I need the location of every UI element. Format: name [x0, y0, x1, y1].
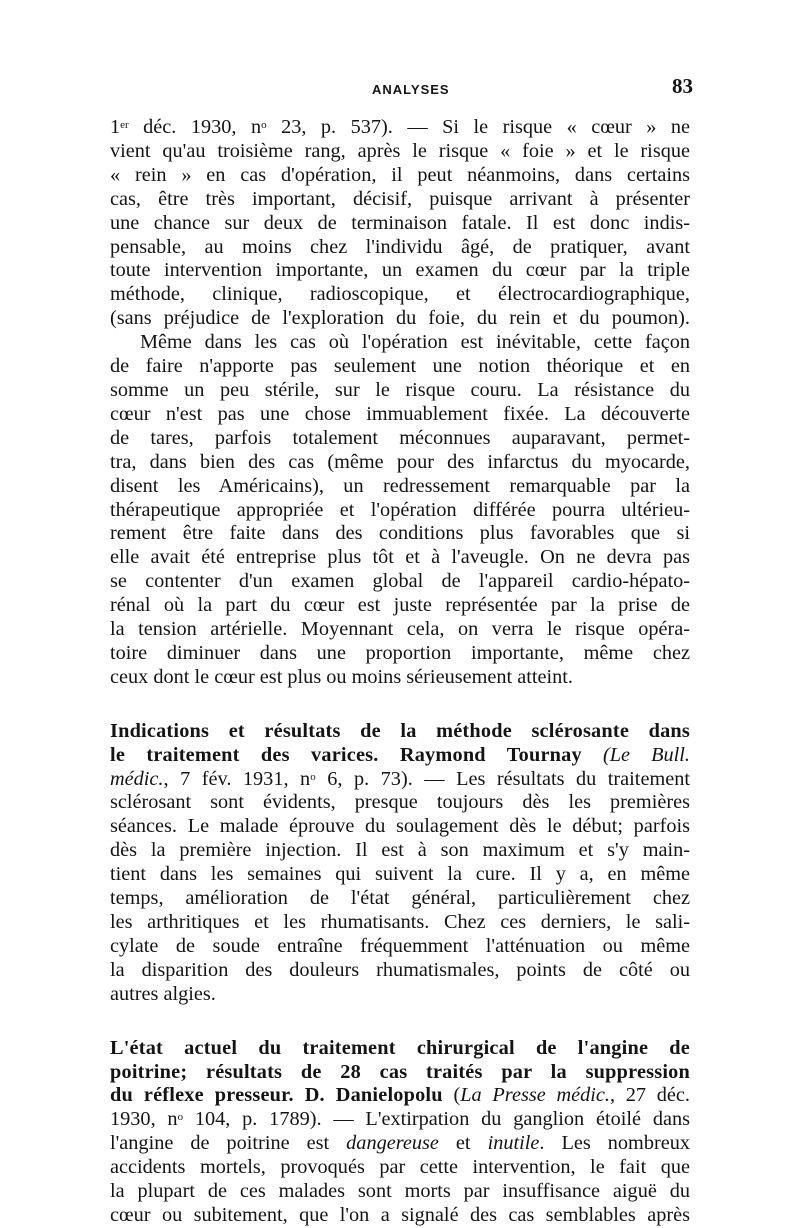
- citation-line: médic., 7 fév. 1931, $n^o$ 6, p. 73). — Les résultats du traitement: [110, 767, 690, 790]
- text-line: rement être faite dans des conditions plus favorables que si: [110, 522, 690, 545]
- text-line: thérapeutique appropriée et l'opération différée pourra ultérieu-: [110, 498, 690, 521]
- section-title: Indications et résultats de la méthode sclérosante dans: [110, 719, 690, 742]
- text-line: autres algies.: [110, 982, 216, 1005]
- text-line: Même dans les cas où l'opération est inévitable, cette façon: [140, 331, 690, 354]
- text-line: (sans préjudice de l'exploration du foie, du rein et du poumon).: [110, 307, 690, 330]
- text-line: tra, dans bien des cas (même pour des infarctus du myocarde,: [110, 450, 690, 473]
- paragraph-operation: [110, 331, 690, 690]
- text-line: pensable, au moins chez l'individu âgé, de pratiquer, avant: [110, 235, 690, 258]
- section-title: le traitement des varices. Raymond Tournay (Le Bull.: [110, 743, 690, 766]
- section-angina: [110, 1037, 690, 1228]
- running-title: ANALYSES: [372, 82, 450, 97]
- section-title: L'état actuel du traitement chirurgical de l'angine de: [110, 1036, 690, 1059]
- text-line: tient dans les semaines qui suivent la cure. Il y a, en même: [110, 863, 690, 886]
- text-line: la tension artérielle. Moyennant cela, on verra le risque opéra-: [110, 618, 690, 641]
- text-line: ceux dont le cœur est plus ou moins sérieusement atteint.: [110, 665, 573, 688]
- text-line: rénal où la part du cœur est juste représentée par la prise de: [110, 594, 690, 617]
- section-title: poitrine; résultats de 28 cas traités par la suppression: [110, 1060, 690, 1083]
- text-line: sclérosant sont évidents, presque toujours dès les premières: [110, 791, 690, 814]
- text-line: disent les Américains), un redressement remarquable par la: [110, 474, 690, 497]
- text-line: une chance sur deux de terminaison fatale. Il est donc indis-: [110, 211, 690, 234]
- text-line: les arthritiques et les rhumatisants. Chez ces derniers, le sali-: [110, 911, 690, 933]
- paragraph-cardiac-risk: [110, 116, 690, 331]
- text-line: somme un peu stérile, sur le risque couru. La résistance du: [110, 378, 690, 401]
- text-line: elle avait été entreprise plus tôt et à l'aveugle. On ne devra pas: [110, 546, 690, 569]
- text-line: de faire n'apporte pas seulement une notion théorique et en: [110, 355, 690, 378]
- text-line: cas, être très important, décisif, puisque arrivant à présenter: [110, 187, 690, 210]
- body-text: [110, 116, 690, 1228]
- page-number: 83: [672, 74, 693, 98]
- text-line: 1er déc. 1930, $n^o$ 23, p. 537). — Si le risque « cœur » ne: [110, 116, 690, 138]
- text-line: la disparition des douleurs rhumatismales, points de côté ou: [110, 958, 690, 981]
- text-line: séances. Le malade éprouve du soulagement dès le début; parfois: [110, 815, 690, 838]
- text-line: cœur ou subitement, que l'on a signalé des cas semblables après: [110, 1203, 690, 1226]
- text-line: temps, amélioration de l'état général, particulièrement chez: [110, 887, 690, 910]
- text-line: toire diminuer dans une proportion importante, même chez: [110, 641, 690, 664]
- section-varices: [110, 720, 690, 1007]
- text-line: cœur n'est pas une chose immuablement fixée. La découverte: [110, 402, 690, 425]
- text-line: la plupart de ces malades sont morts par insuffisance aiguë du: [110, 1180, 690, 1203]
- page-header: [110, 74, 693, 104]
- text-line: accidents mortels, provoqués par cette intervention, le fait que: [110, 1156, 690, 1179]
- text-line: méthode, clinique, radioscopique, et électrocardiographique,: [110, 283, 690, 306]
- section-title: du réflexe presseur. D. Danielopolu (La Presse médic., 27 déc.: [110, 1084, 691, 1107]
- text-line: l'angine de poitrine est dangereuse et inutile. Les nombreux: [110, 1132, 690, 1155]
- text-line: de tares, parfois totalement méconnues auparavant, permet-: [110, 426, 690, 449]
- section-gap: [110, 1007, 690, 1037]
- text-line: toute intervention importante, un examen du cœur par la triple: [110, 259, 690, 282]
- text-line: dès la première injection. Il est à son maximum et s'y main-: [110, 839, 690, 862]
- text-line: cylate de soude entraîne fréquemment l'atténuation ou même: [110, 934, 690, 957]
- text-line: « rein » en cas d'opération, il peut néanmoins, dans certains: [110, 163, 690, 186]
- text-line: se contenter d'un examen global de l'appareil cardio-hépato-: [110, 570, 690, 593]
- text-line: vient qu'au troisième rang, après le risque « foie » et le risque: [110, 139, 690, 162]
- section-gap: [110, 690, 690, 720]
- citation-line: 1930, $n^o$ 104, p. 1789). — L'extirpation du ganglion étoilé dans: [110, 1108, 691, 1131]
